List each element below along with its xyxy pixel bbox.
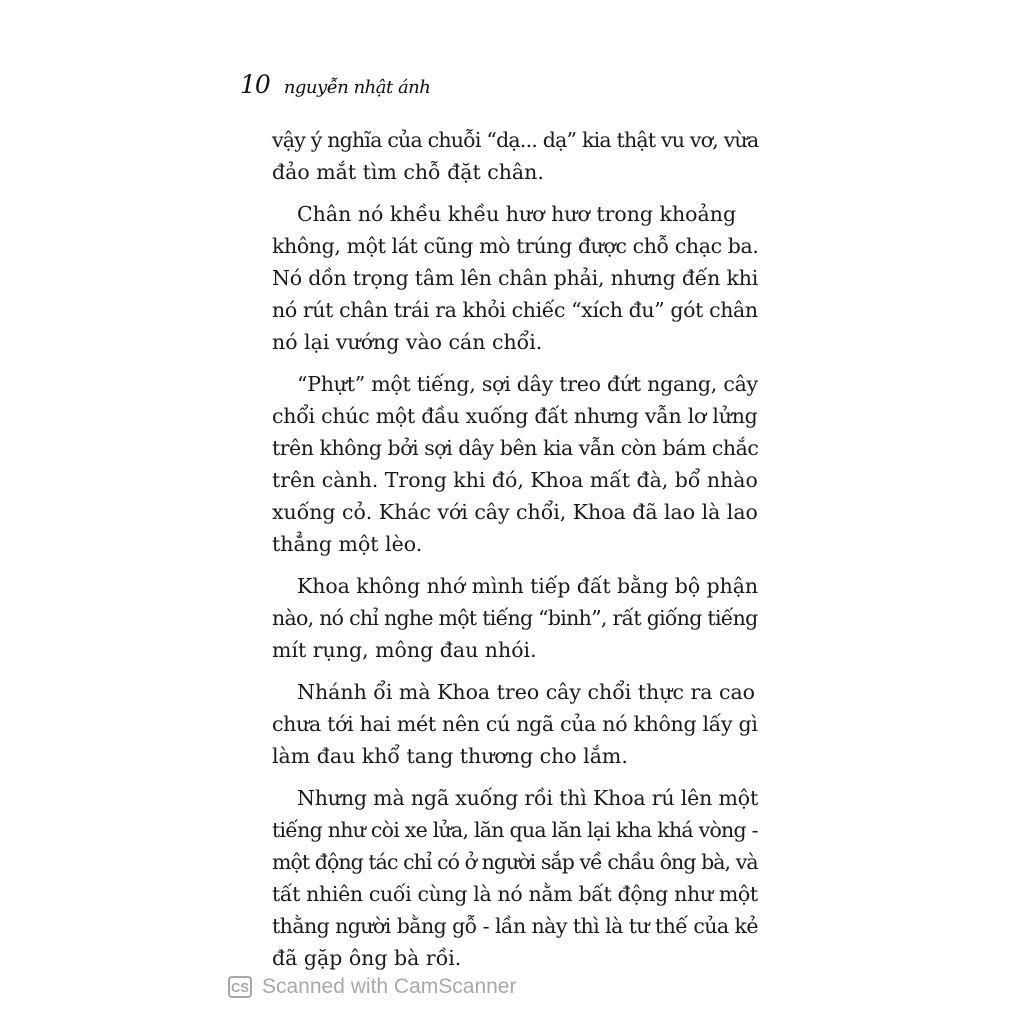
paragraph	[272, 198, 758, 358]
paragraph	[272, 570, 758, 666]
text-line: vậy ý nghĩa của chuỗi “dạ... dạ” kia thật vu vơ, vừa	[272, 128, 759, 152]
text-line: một động tác chỉ có ở người sắp về chầu ông bà, và	[272, 850, 758, 874]
text-line: trên cành. Trong khi đó, Khoa mất đà, bổ nhào	[272, 468, 758, 492]
body-text	[272, 124, 758, 984]
text-line: làm đau khổ tang thương cho lắm.	[272, 744, 628, 768]
text-line: chổi chúc một đầu xuống đất nhưng vẫn lơ lửng	[272, 404, 758, 428]
text-line: đã gặp ông bà rồi.	[272, 946, 462, 970]
text-line: Khoa không nhớ mình tiếp đất bằng bộ phận	[297, 574, 758, 598]
text-line: xuống cỏ. Khác với cây chổi, Khoa đã lao là lao	[272, 500, 758, 524]
text-line: nó rút chân trái ra khỏi chiếc “xích đu” gót chân	[272, 298, 758, 322]
text-line: Nó dồn trọng tâm lên chân phải, nhưng đến khi	[272, 266, 759, 290]
text-line: mít rụng, mông đau nhói.	[272, 638, 537, 662]
text-line: thằng người bằng gỗ - lần này thì là tư thế của kẻ	[272, 914, 758, 938]
text-line: trên không bởi sợi dây bên kia vẫn còn bám chắc	[272, 436, 759, 460]
text-line: Nhưng mà ngã xuống rồi thì Khoa rú lên một	[297, 786, 759, 810]
text-line: nó lại vướng vào cán chổi.	[272, 330, 543, 354]
text-line: không, một lát cũng mò trúng được chỗ chạc ba.	[272, 234, 759, 258]
text-line: thẳng một lèo.	[272, 532, 423, 556]
text-line: Chân nó khều khều hươ hươ trong khoảng	[297, 202, 737, 226]
text-line: Nhánh ổi mà Khoa treo cây chổi thực ra cao	[297, 680, 756, 704]
text-line: đảo mắt tìm chỗ đặt chân.	[272, 160, 544, 184]
watermark-text: Scanned with CamScanner	[262, 975, 517, 998]
camscanner-watermark	[228, 975, 516, 999]
paragraph	[272, 368, 758, 560]
author-name: nguyễn nhật ánh	[283, 77, 431, 98]
running-header	[240, 70, 430, 106]
page-number: 10	[240, 70, 270, 99]
text-line: tất nhiên cuối cùng là nó nằm bất động như một	[272, 882, 758, 906]
text-line: nào, nó chỉ nghe một tiếng “binh”, rất giống tiếng	[272, 606, 758, 630]
camscanner-logo-icon: CS	[228, 976, 252, 998]
paragraph	[272, 124, 758, 188]
paragraph	[272, 782, 758, 974]
text-line: “Phựt” một tiếng, sợi dây treo đứt ngang, cây	[297, 372, 758, 396]
text-line: chưa tới hai mét nên cú ngã của nó không lấy gì	[272, 712, 758, 736]
text-line: tiếng như còi xe lửa, lăn qua lăn lại kha khá vòng -	[272, 818, 758, 842]
paragraph	[272, 676, 758, 772]
